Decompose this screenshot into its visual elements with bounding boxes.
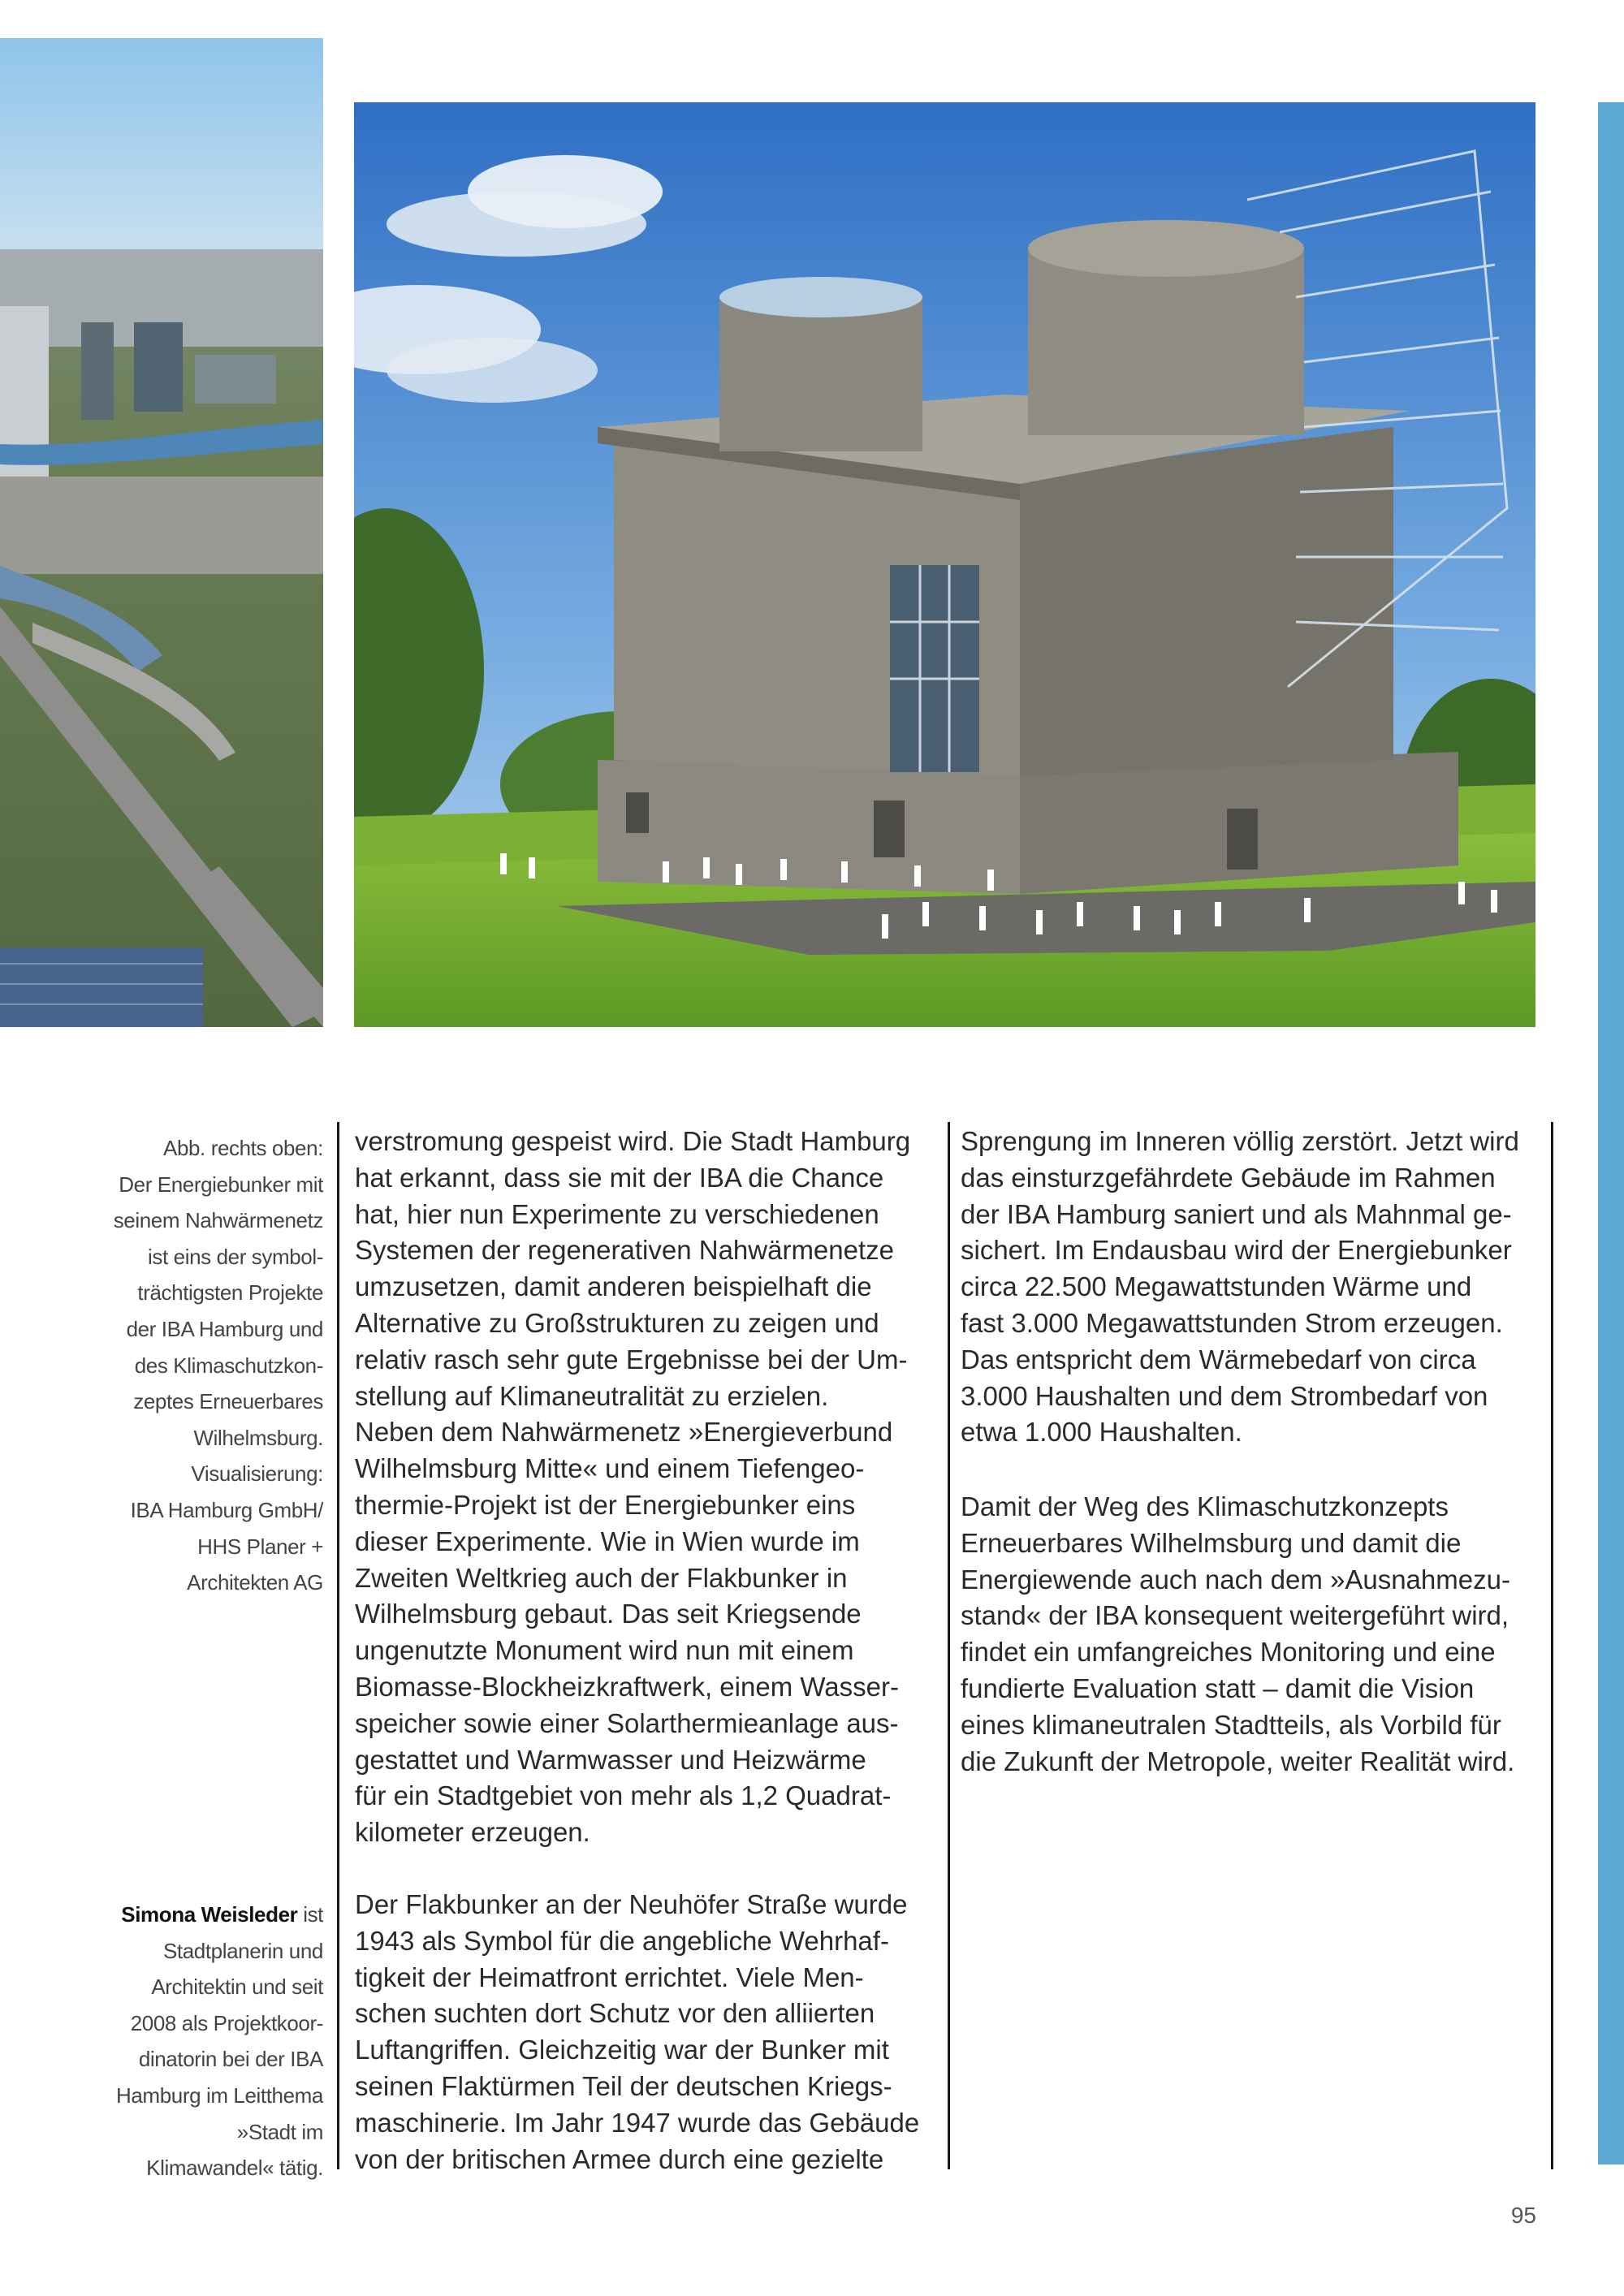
- aerial-photo-wilhelmsburg: [0, 38, 323, 1027]
- text-line: von der britischen Armee durch eine gezielte: [355, 2143, 884, 2174]
- column-divider: [337, 1122, 339, 2169]
- text-line: Damit der Weg des Klimaschutzkonzepts: [961, 1491, 1449, 1521]
- energiebunker-graphic: [354, 102, 1535, 1027]
- aerial-photo-graphic: [0, 38, 323, 1027]
- text-line: tigkeit der Heimatfront errichtet. Viele Men-: [355, 1962, 864, 1992]
- author-bio-line: Hamburg im Leitthema: [116, 2082, 323, 2108]
- text-line: Wilhelmsburg gebaut. Das seit Kriegsende: [355, 1599, 862, 1629]
- caption-line: ist eins der symbol-: [148, 1244, 323, 1269]
- text-line: hat, hier nun Experimente zu verschiedenen: [355, 1198, 879, 1229]
- text-line: umzusetzen, damit anderen beispielhaft die: [355, 1271, 872, 1302]
- text-line: für ein Stadtgebiet von mehr als 1,2 Quadrat-: [355, 1780, 892, 1811]
- figure-caption: [49, 1130, 323, 1601]
- column-divider: [1551, 1122, 1553, 2169]
- text-line: Wilhelmsburg Mitte« und einem Tiefengeo-: [355, 1453, 865, 1484]
- text-line: verstromung gespeist wird. Die Stadt Hamburg: [355, 1126, 911, 1156]
- text-line: Sprengung im Inneren völlig zerstört. Jetzt wird: [961, 1126, 1519, 1156]
- text-line: relativ rasch sehr gute Ergebnisse bei der Um-: [355, 1344, 908, 1375]
- text-line: fast 3.000 Megawattstunden Strom erzeugen.: [961, 1307, 1503, 1338]
- text-line: Biomasse-Blockheizkraftwerk, einem Wasser-: [355, 1671, 899, 1702]
- caption-line: Architekten AG: [187, 1570, 323, 1595]
- text-line: Alternative zu Großstrukturen zu zeigen und: [355, 1307, 879, 1338]
- author-bio: [49, 1897, 323, 2186]
- text-line: stellung auf Klimaneutralität zu erzielen.: [355, 1380, 829, 1411]
- text-line: etwa 1.000 Haushalten.: [961, 1417, 1242, 1448]
- author-bio-line: 2008 als Projektkoor-: [130, 2010, 323, 2035]
- author-bio-line: dinatorin bei der IBA: [138, 2047, 323, 2072]
- text-line: das einsturzgefährdete Gebäude im Rahmen: [961, 1162, 1496, 1193]
- author-bio-line: Klimawandel« tätig.: [146, 2156, 323, 2181]
- text-line: thermie-Projekt ist der Energiebunker eins: [355, 1489, 856, 1520]
- text-line: Luftangriffen. Gleichzeitig war der Bunker mit: [355, 2035, 889, 2065]
- caption-line: der IBA Hamburg und: [126, 1316, 323, 1341]
- author-bio-line: »Stadt im: [236, 2119, 323, 2144]
- body-text-column-middle-p1: [355, 1124, 910, 1851]
- caption-line: Wilhelmsburg.: [193, 1425, 323, 1450]
- text-line: schen suchten dort Schutz vor den alliierten: [355, 1998, 875, 2029]
- text-line: speicher sowie einer Solarthermieanlage aus-: [355, 1707, 899, 1738]
- caption-line: zeptes Erneuerbares: [133, 1389, 323, 1414]
- caption-line: IBA Hamburg GmbH/: [130, 1497, 323, 1522]
- author-bio-line: Stadtplanerin und: [162, 1938, 323, 1963]
- text-line: der IBA Hamburg saniert und als Mahnmal ge-: [961, 1198, 1512, 1229]
- text-line: 3.000 Haushalten und dem Strombedarf von: [961, 1380, 1488, 1411]
- text-line: Neben dem Nahwärmenetz »Energieverbund: [355, 1417, 893, 1448]
- energiebunker-visualization: [354, 102, 1535, 1027]
- caption-line: Abb. rechts oben:: [163, 1136, 323, 1160]
- text-line: dieser Experimente. Wie in Wien wurde im: [355, 1526, 860, 1556]
- text-line: eines klimaneutralen Stadtteils, als Vorbild für: [961, 1709, 1501, 1740]
- caption-line: Visualisierung:: [191, 1461, 323, 1487]
- text-line: kilometer erzeugen.: [355, 1817, 590, 1848]
- body-text-column-right-p2: [961, 1489, 1514, 1780]
- text-line: gestattet und Warmwasser und Heizwärme: [355, 1744, 866, 1775]
- column-divider: [948, 1122, 950, 2169]
- caption-line: HHS Planer +: [197, 1534, 323, 1559]
- text-line: hat erkannt, dass sie mit der IBA die Chance: [355, 1162, 884, 1193]
- text-line: maschinerie. Im Jahr 1947 wurde das Gebäude: [355, 2107, 920, 2138]
- caption-line: Der Energiebunker mit: [119, 1172, 323, 1197]
- caption-line: trächtigsten Projekte: [137, 1280, 323, 1306]
- text-line: stand« der IBA konsequent weitergeführt wird,: [961, 1600, 1510, 1631]
- text-line: ungenutzte Monument wird nun mit einem: [355, 1635, 854, 1666]
- text-line: Systemen der regenerativen Nahwärmenetze: [355, 1235, 895, 1266]
- text-line: Energiewende auch nach dem »Ausnahmezu-: [961, 1564, 1510, 1595]
- text-line: sichert. Im Endausbau wird der Energiebunker: [961, 1235, 1512, 1266]
- page-number: 95: [1510, 2203, 1536, 2228]
- caption-line: seinem Nahwärmenetz: [113, 1208, 323, 1233]
- text-line: Erneuerbares Wilhelmsburg und damit die: [961, 1527, 1462, 1558]
- text-line: circa 22.500 Megawattstunden Wärme und: [961, 1271, 1472, 1302]
- text-line: seinen Flaktürmen Teil der deutschen Kriegs-: [355, 2070, 892, 2101]
- author-name: Simona Weisleder: [121, 1902, 298, 1927]
- text-line: findet ein umfangreiches Monitoring und eine: [961, 1637, 1496, 1668]
- text-line: die Zukunft der Metropole, weiter Realität wird.: [961, 1746, 1515, 1776]
- text-line: Zweiten Weltkrieg auch der Flakbunker in: [355, 1562, 848, 1593]
- text-line: Der Flakbunker an der Neuhöfer Straße wurde: [355, 1889, 908, 1919]
- body-text-column-middle-p2: [355, 1887, 919, 2177]
- author-bio-text: ist: [297, 1902, 323, 1927]
- text-line: 1943 als Symbol für die angebliche Wehrhaf-: [355, 1925, 889, 1956]
- author-bio-line: Architektin und seit: [151, 1974, 323, 2000]
- text-line: Das entspricht dem Wärmebedarf von circa: [961, 1344, 1476, 1375]
- body-text-column-right-p1: [961, 1124, 1519, 1451]
- text-line: fundierte Evaluation statt – damit die Vision: [961, 1672, 1475, 1703]
- caption-line: des Klimaschutzkon-: [134, 1353, 323, 1378]
- accent-bar: [1598, 102, 1624, 2164]
